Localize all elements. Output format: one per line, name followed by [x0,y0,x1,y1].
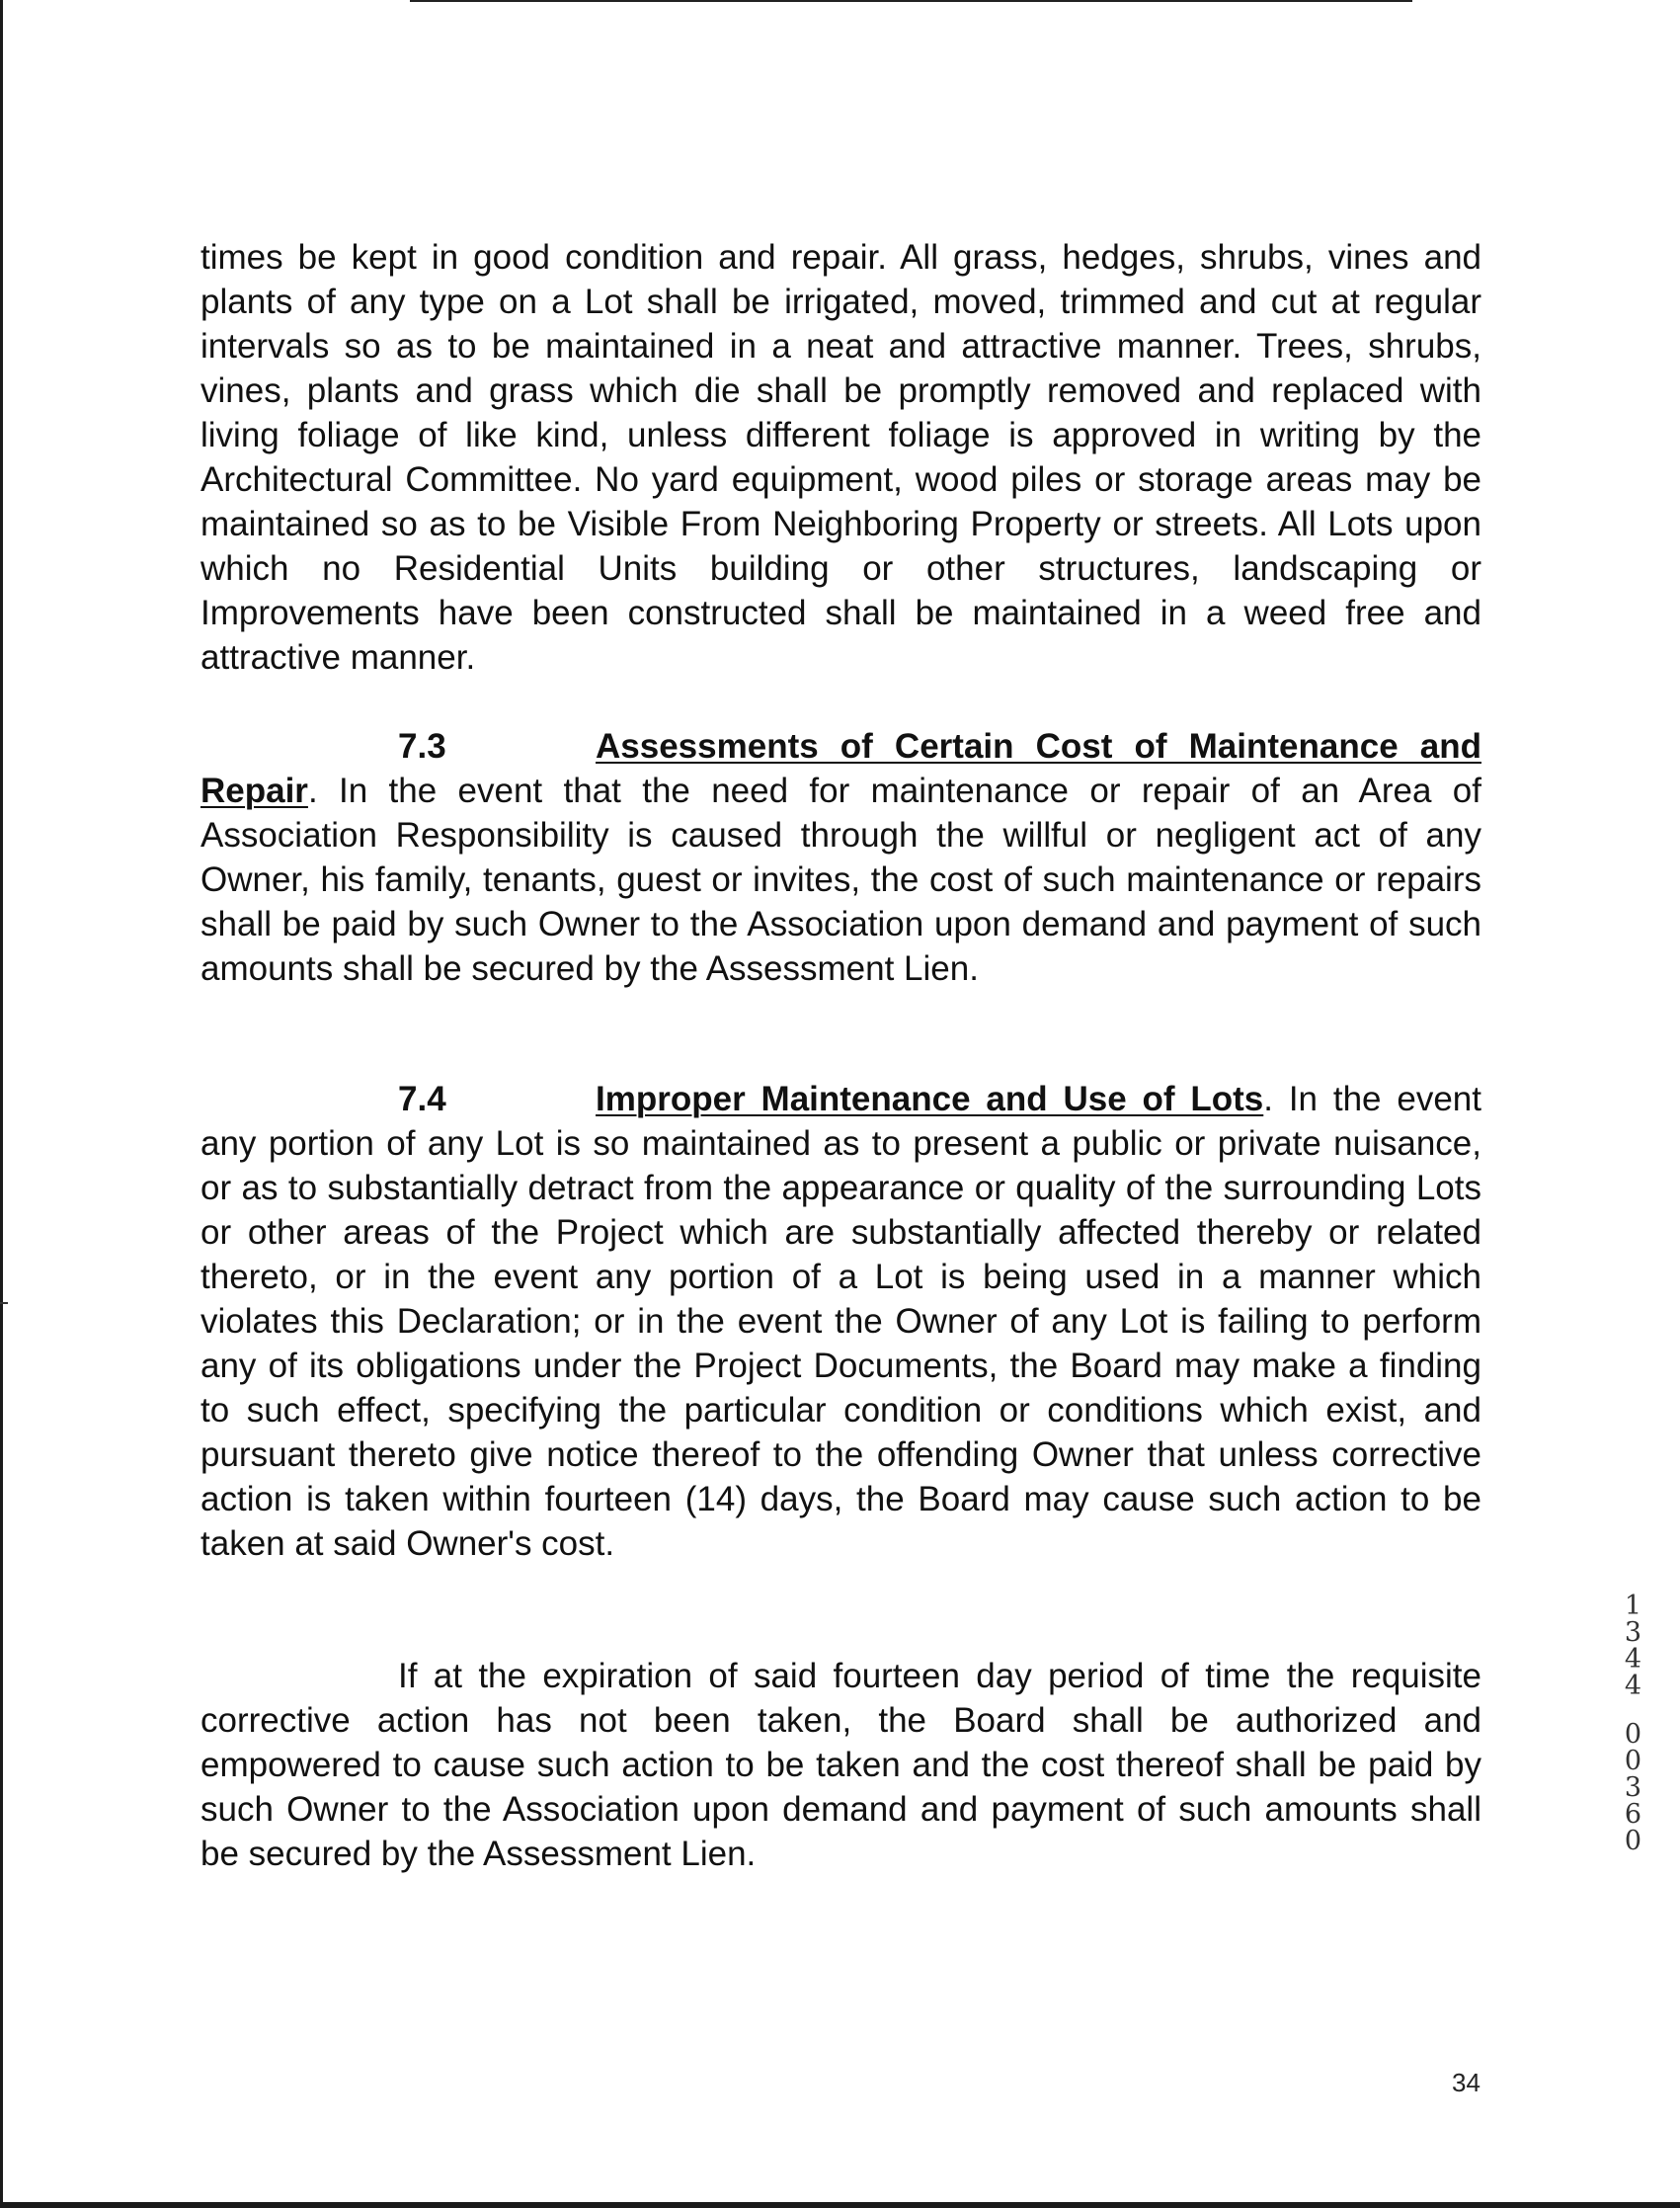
recording-stamp-book: 1344 [1618,1591,1648,1697]
section-7-4-number: 7.4 [398,1080,446,1118]
scan-border-left [0,0,3,2208]
scan-border-bottom [0,2202,1680,2208]
scan-tick-mark [0,1302,8,1304]
recording-stamp-page: 00360 [1618,1719,1648,1852]
section-7-4-heading: Improper Maintenance and Use of Lots [596,1080,1264,1118]
section-7-4 [200,1077,1481,1566]
paragraph-continued: times be kept in good condition and repair. All grass, hedges, shrubs, vines and plants of any type on a Lot shall be irrigated, moved, trimmed and cut at regular intervals so as to be maintained in a neat and attractive manner. Trees, shrubs, vines, plants and grass which die shall be promptly removed and replaced with living foliage of like kind, unless different foliage is approved in writing by the Architectural Committee. No yard equipment, wood piles or storage areas may be maintained so as to be Visible From Neighboring Property or streets. All Lots upon which no Residential Units building or other structures, landscaping or Improvements have been constructed shall be maintained in a weed free and attractive manner. [200,238,1481,677]
recording-stamp [1620,1591,1651,1852]
top-rule [410,0,1412,2]
section-7-3-number: 7.3 [398,727,446,766]
section-7-4-body: . In the event any portion of any Lot is so maintained as to present a public or private nuisance, or as to substantially detract from the appearance or quality of the surrounding Lots or other areas of the Project which are substantially affected thereby or related thereto, or in the event any portion of a Lot is being used in a manner which violates this Declaration; or in the event the Owner of any Lot is failing to perform any of its obligations under the Project Documents, the Board may make a finding to such effect, specifying the particular condition or conditions which exist, and pursuant thereto give notice thereof to the offending Owner that unless corrective action is taken within fourteen (14) days, the Board may cause such action to be taken at said Owner's cost. [200,1080,1481,1563]
paragraph-expiration: If at the expiration of said fourteen day period of time the requisite corrective action has not been taken, the Board shall be authorized and empowered to cause such action to be taken and the cost thereof shall be paid by such Owner to the Association upon demand and payment of such amounts shall be secured by the Assessment Lien. [200,1657,1481,1873]
page-number: 34 [1452,2068,1480,2097]
section-7-3-heading: Assessments of Certain Cost of Maintenance and Repair [200,727,1481,810]
section-7-3 [200,724,1481,991]
section-7-3-body: . In the event that the need for maintenance or repair of an Area of Association Responsibility is caused through the willful or negligent act of any Owner, his family, tenants, guest or invites, the cost of such maintenance or repairs shall be paid by such Owner to the Association upon demand and payment of such amounts shall be secured by the Assessment Lien. [200,772,1481,988]
